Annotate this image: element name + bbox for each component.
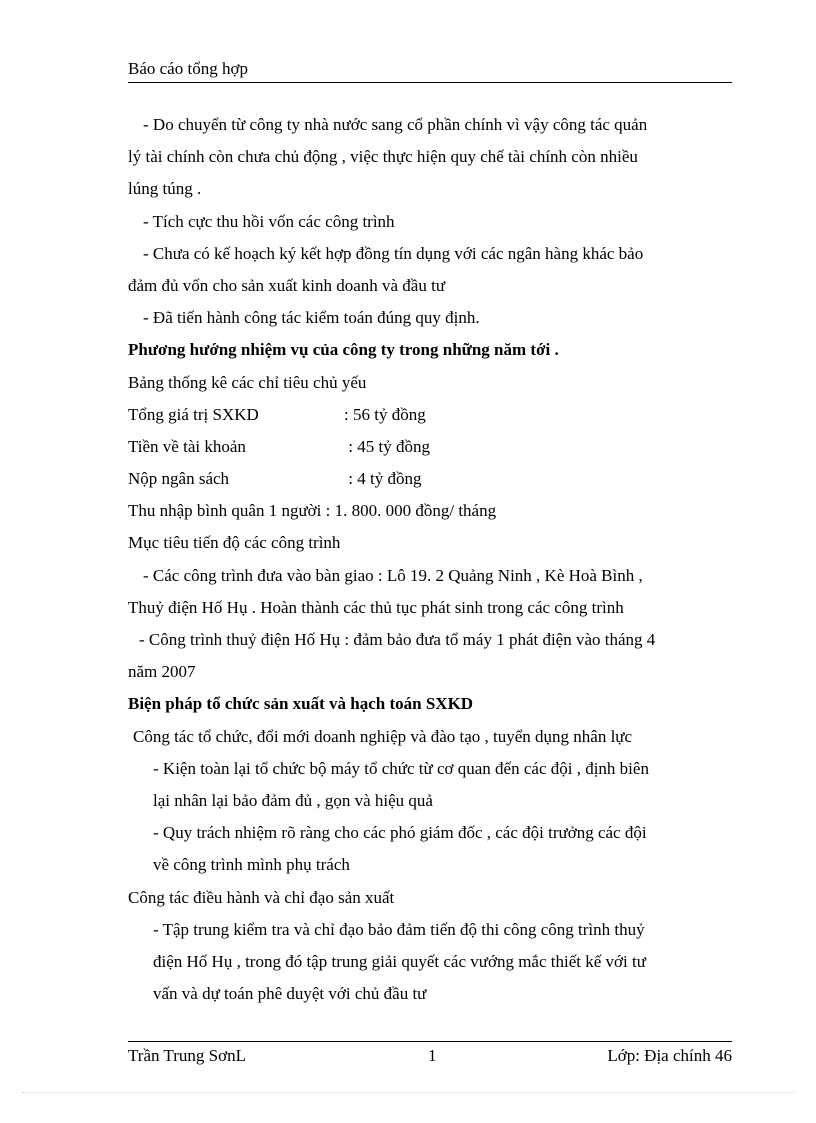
text-line: Công tác điều hành và chỉ đạo sản xuất bbox=[128, 887, 395, 907]
document-body bbox=[128, 109, 740, 1010]
section-heading: Phương hướng nhiệm vụ của công ty trong những năm tới . bbox=[128, 340, 559, 360]
stat-value: : 4 tỷ đồng bbox=[344, 469, 422, 489]
text-line: Bảng thống kê các chỉ tiêu chủ yếu bbox=[128, 372, 367, 392]
page-edge-divider bbox=[22, 1092, 794, 1093]
footer-author: Trần Trung SơnL bbox=[128, 1046, 246, 1065]
stat-label: Tổng giá trị SXKD bbox=[128, 404, 259, 424]
text-line: - Đã tiến hành công tác kiểm toán đúng quy định. bbox=[143, 308, 480, 328]
text-line: - Do chuyển từ công ty nhà nước sang cổ phần chính vì vậy công tác quản bbox=[143, 115, 648, 134]
text-line: về công trình mình phụ trách bbox=[153, 855, 350, 875]
text-line: - Tập trung kiểm tra và chỉ đạo bảo đảm tiến độ thi công công trình thuỷ bbox=[153, 919, 645, 939]
text-line: lúng túng . bbox=[128, 179, 202, 199]
text-line: Công tác tổ chức, đổi mới doanh nghiệp và đào tạo , tuyển dụng nhân lực bbox=[133, 726, 633, 746]
text-line: - Công trình thuỷ điện Hố Hụ : đảm bảo đưa tổ máy 1 phát điện vào tháng 4 bbox=[139, 630, 656, 649]
text-line: - Quy trách nhiệm rõ ràng cho các phó giám đốc , các đội trưởng các đội bbox=[153, 823, 647, 843]
stat-row bbox=[128, 399, 740, 431]
stat-value: : 45 tỷ đồng bbox=[344, 436, 430, 456]
stat-label: Tiền về tài khoản bbox=[128, 436, 246, 456]
text-line: vấn và dự toán phê duyệt với chủ đầu tư bbox=[153, 984, 427, 1004]
stat-label: Nộp ngân sách bbox=[128, 469, 230, 489]
stat-value: : 56 tỷ đồng bbox=[344, 404, 426, 424]
page-footer bbox=[128, 1043, 732, 1069]
text-line: điện Hố Hụ , trong đó tập trung giải quyết các vướng mắc thiết kế với tư bbox=[153, 951, 646, 971]
footer-divider bbox=[128, 1041, 732, 1042]
text-line: Thu nhập bình quân 1 người : 1. 800. 000 đồng/ tháng bbox=[128, 501, 497, 521]
text-line: - Tích cực thu hồi vốn các công trình bbox=[143, 211, 395, 231]
stat-row bbox=[128, 431, 740, 463]
footer-class: Lớp: Địa chính 46 bbox=[607, 1046, 732, 1065]
text-line: - Các công trình đưa vào bàn giao : Lô 19. 2 Quảng Ninh , Kè Hoà Bình , bbox=[143, 565, 643, 585]
section-heading: Biện pháp tổ chức sản xuất và hạch toán SXKD bbox=[128, 694, 474, 714]
text-line: Mục tiêu tiến độ các công trình bbox=[128, 533, 341, 553]
text-line: năm 2007 bbox=[128, 662, 196, 682]
stat-row bbox=[128, 463, 740, 495]
text-line: lý tài chính còn chưa chủ động , việc thực hiện quy chế tài chính còn nhiều bbox=[128, 147, 638, 167]
page-header: Báo cáo tổng hợp bbox=[128, 58, 732, 83]
text-line: đảm đủ vốn cho sản xuất kinh doanh và đầu tư bbox=[128, 275, 446, 295]
text-line: - Kiện toàn lại tổ chức bộ máy tổ chức từ cơ quan đến các đội , định biên bbox=[153, 758, 649, 778]
text-line: lại nhân lại bảo đảm đủ , gọn và hiệu quả bbox=[153, 790, 433, 810]
text-line: - Chưa có kế hoạch ký kết hợp đồng tín dụng với các ngân hàng khác bảo bbox=[143, 243, 644, 263]
text-line: Thuỷ điện Hố Hụ . Hoàn thành các thủ tục phát sinh trong các công trình bbox=[128, 597, 624, 617]
page-number: 1 bbox=[428, 1046, 437, 1065]
